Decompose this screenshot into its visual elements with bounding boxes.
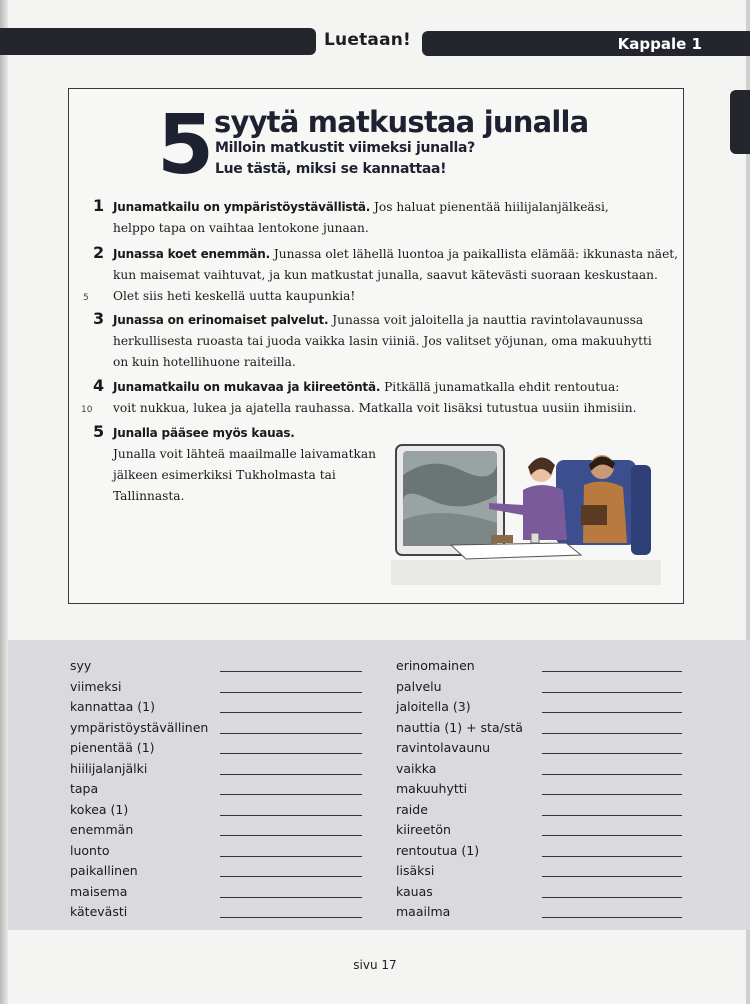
reason-line: kun maisemat vaihtuvat, ja kun matkustat junalla, saavut kätevästi suoraan keskustaan. (113, 268, 658, 282)
vocab-word: nauttia (1) + sta/stä (396, 719, 523, 735)
reason-5 (93, 421, 393, 507)
reason-line: helppo tapa on vaihtaa lentokone junaan. (113, 221, 369, 235)
section-title: Luetaan! (324, 30, 411, 50)
vocab-word: raide (396, 801, 428, 817)
vocab-row (396, 697, 686, 718)
vocab-row (396, 861, 686, 882)
line-number-10: 10 (81, 405, 93, 415)
vocab-row (70, 738, 362, 759)
vocab-word: jaloitella (3) (396, 699, 471, 714)
vocab-row (396, 841, 686, 862)
reason-text: Junassa olet lähellä luontoa ja paikallista elämää: ikkunasta näet, (270, 247, 679, 261)
reason-line (93, 421, 393, 444)
reason-4 (93, 375, 673, 419)
reason-lead: Junamatkailu on ympäristöystävällistä. (113, 200, 371, 214)
vocab-row (396, 738, 686, 759)
reason-line: Tallinnasta. (113, 489, 185, 503)
answer-blank[interactable] (542, 815, 682, 816)
vocab-row (70, 656, 362, 677)
vocab-word: kiireetön (396, 822, 451, 837)
reason-3 (93, 308, 673, 373)
vocab-word: hiilijalanjälki (70, 760, 148, 776)
vocab-row (70, 820, 362, 841)
reason-line: voit nukkua, lukea ja ajatella rauhassa. Matkalla voit lisäksi tutustua uusiin ihmisiin. (113, 401, 637, 415)
reason-2 (93, 242, 679, 307)
answer-blank[interactable] (542, 692, 682, 693)
reason-number: 5 (93, 422, 105, 441)
vocab-row (70, 759, 362, 780)
reason-text: Jos haluat pienentää hiilijalanjälkeäsi, (370, 200, 609, 214)
vocab-row (70, 841, 362, 862)
vocab-row (70, 882, 362, 903)
reason-lead: Junassa on erinomaiset palvelut. (113, 313, 329, 327)
chapter-tab (730, 90, 750, 154)
vocab-word: enemmän (70, 822, 134, 837)
reason-number: 4 (93, 376, 105, 395)
vocab-word: ravintolavaunu (396, 740, 491, 755)
answer-blank[interactable] (220, 876, 362, 877)
vocab-word: kannattaa (1) (70, 699, 155, 714)
reason-line: Junalla voit lähteä maailmalle laivamatkan (113, 447, 376, 461)
vocab-row (396, 779, 686, 800)
reason-line (93, 308, 673, 331)
vocabulary-left-column (70, 656, 362, 923)
reason-number: 1 (93, 196, 105, 215)
answer-blank[interactable] (542, 712, 682, 713)
vocab-row (396, 677, 686, 698)
answer-blank[interactable] (542, 794, 682, 795)
train-passengers-illustration (391, 435, 661, 585)
answer-blank[interactable] (220, 794, 362, 795)
vocab-word: rentoutua (1) (396, 842, 480, 858)
vocab-word: makuuhytti (396, 781, 468, 796)
answer-blank[interactable] (542, 753, 682, 754)
vocab-word: paikallinen (70, 863, 138, 878)
reason-number: 2 (93, 243, 105, 262)
vocab-row (70, 779, 362, 800)
vocab-word: tapa (70, 781, 99, 796)
answer-blank[interactable] (220, 712, 362, 713)
answer-blank[interactable] (220, 897, 362, 898)
reason-number: 3 (93, 309, 105, 328)
reason-line (93, 195, 673, 218)
vocab-row (70, 902, 362, 923)
line-number-5: 5 (83, 293, 89, 303)
page-number: sivu 17 (353, 958, 397, 972)
answer-blank[interactable] (542, 671, 682, 672)
answer-blank[interactable] (220, 733, 362, 734)
reason-text: Junassa voit jaloitella ja nauttia ravintolavaunussa (328, 313, 644, 327)
answer-blank[interactable] (542, 835, 682, 836)
reason-line (93, 242, 679, 265)
reason-line (93, 375, 673, 398)
answer-blank[interactable] (220, 815, 362, 816)
reason-1 (93, 195, 673, 239)
vocab-row (70, 861, 362, 882)
chapter-label: Kappale 1 (617, 35, 702, 53)
vocab-word: viimeksi (70, 678, 122, 694)
vocab-row (70, 718, 362, 739)
reason-lead: Junamatkailu on mukavaa ja kiireetöntä. (113, 380, 381, 394)
vocab-word: ympäristöystävällinen (70, 719, 209, 735)
vocab-row (396, 656, 686, 677)
article-headline: syytä matkustaa junalla (214, 105, 589, 139)
reason-line: jälkeen esimerkiksi Tukholmasta tai (113, 468, 336, 482)
answer-blank[interactable] (220, 835, 362, 836)
answer-blank[interactable] (542, 856, 682, 857)
vocab-word: kokea (1) (70, 801, 129, 817)
vocab-row (70, 800, 362, 821)
answer-blank[interactable] (542, 733, 682, 734)
vocab-word: vaikka (396, 760, 437, 776)
reason-line: on kuin hotellihuone raiteilla. (113, 355, 296, 369)
vocab-row (396, 820, 686, 841)
answer-blank[interactable] (220, 671, 362, 672)
article-subheading-2: Lue tästä, miksi se kannattaa! (215, 161, 447, 177)
article-box (68, 88, 684, 604)
vocab-word: maisema (70, 883, 128, 899)
vocab-row (396, 759, 686, 780)
vocab-row (70, 697, 362, 718)
answer-blank[interactable] (542, 917, 682, 918)
answer-blank[interactable] (220, 917, 362, 918)
vocab-word: lisäksi (396, 863, 435, 878)
vocab-row (396, 902, 686, 923)
vocab-row (396, 882, 686, 903)
vocab-word: palvelu (396, 678, 442, 694)
vocabulary-right-column (396, 656, 686, 923)
vocab-word: erinomainen (396, 658, 475, 673)
answer-blank[interactable] (220, 774, 362, 775)
answer-blank[interactable] (542, 897, 682, 898)
reason-lead: Junalla pääsee myös kauas. (113, 426, 295, 440)
answer-blank[interactable] (542, 876, 682, 877)
vocab-word: luonto (70, 842, 110, 858)
big-number: 5 (157, 98, 215, 193)
vocab-row (396, 800, 686, 821)
vocab-word: syy (70, 658, 92, 673)
reason-text: Pitkällä junamatkalla ehdit rentoutua: (380, 380, 620, 394)
answer-blank[interactable] (542, 774, 682, 775)
article-subheading-1: Milloin matkustit viimeksi junalla? (215, 140, 475, 156)
vocab-row (70, 677, 362, 698)
answer-blank[interactable] (220, 856, 362, 857)
answer-blank[interactable] (220, 692, 362, 693)
vocab-word: pienentää (1) (70, 740, 155, 755)
reason-line: herkullisesta ruoasta tai juoda vaikka lasin viiniä. Jos valitset yöjunan, oma makuuhytti (113, 334, 652, 348)
vocab-word: kauas (396, 883, 433, 899)
vocab-word: kätevästi (70, 904, 128, 919)
header-bar-left (0, 28, 316, 55)
vocab-row (396, 718, 686, 739)
answer-blank[interactable] (220, 753, 362, 754)
reason-lead: Junassa koet enemmän. (113, 247, 270, 261)
vocab-word: maailma (396, 904, 451, 919)
reason-line: Olet siis heti keskellä uutta kaupunkia! (113, 289, 356, 303)
page-edge (0, 0, 8, 1004)
